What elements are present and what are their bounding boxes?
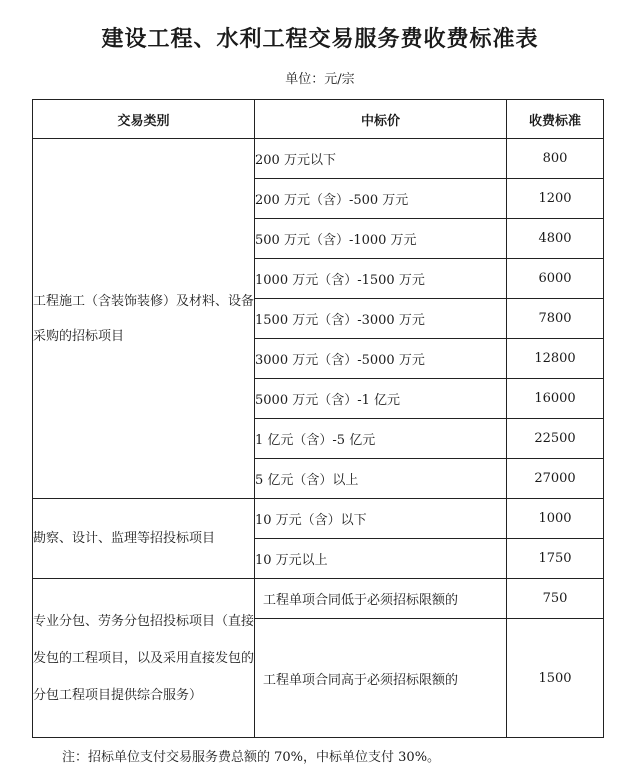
fee-table — [32, 99, 604, 738]
table-row — [33, 139, 604, 179]
fee-cell: 1000 — [507, 499, 604, 539]
unit-label: 单位：元/宗 — [285, 72, 355, 87]
fee-cell: 22500 — [507, 419, 604, 459]
table-row — [33, 579, 604, 619]
bid-cell: 工程单项合同低于必须招标限额的 — [255, 579, 507, 619]
bid-cell: 5000 万元（含）-1 亿元 — [255, 379, 507, 419]
bid-cell: 10 万元（含）以下 — [255, 499, 507, 539]
bid-cell: 10 万元以上 — [255, 539, 507, 579]
fee-cell: 7800 — [507, 299, 604, 339]
fee-cell: 1750 — [507, 539, 604, 579]
category-cell: 勘察、设计、监理等招投标项目 — [33, 499, 255, 579]
fee-cell: 4800 — [507, 219, 604, 259]
page-title: 建设工程、水利工程交易服务费收费标准表 — [101, 26, 539, 52]
bid-cell: 5 亿元（含）以上 — [255, 459, 507, 499]
category-cell: 工程施工（含装饰装修）及材料、设备采购的招标项目 — [33, 139, 255, 499]
fee-cell: 1200 — [507, 179, 604, 219]
category-cell: 专业分包、劳务分包招投标项目（直接发包的工程项目，以及采用直接发包的分包工程项目提供综合服务） — [33, 579, 255, 738]
table-row — [33, 499, 604, 539]
bid-cell: 1000 万元（含）-1500 万元 — [255, 259, 507, 299]
bid-cell: 200 万元（含）-500 万元 — [255, 179, 507, 219]
bid-cell: 500 万元（含）-1000 万元 — [255, 219, 507, 259]
fee-cell: 750 — [507, 579, 604, 619]
bid-cell: 工程单项合同高于必须招标限额的 — [255, 619, 507, 738]
fee-cell: 12800 — [507, 339, 604, 379]
bid-cell: 1 亿元（含）-5 亿元 — [255, 419, 507, 459]
fee-cell: 6000 — [507, 259, 604, 299]
bid-cell: 200 万元以下 — [255, 139, 507, 179]
footnote: 注：招标单位支付交易服务费总额的 70%，中标单位支付 30%。 — [62, 750, 441, 765]
bid-cell: 1500 万元（含）-3000 万元 — [255, 299, 507, 339]
header-category: 交易类别 — [33, 100, 255, 139]
fee-cell: 16000 — [507, 379, 604, 419]
header-row — [33, 100, 604, 139]
bid-cell: 3000 万元（含）-5000 万元 — [255, 339, 507, 379]
header-bid-price: 中标价 — [255, 100, 507, 139]
fee-cell: 27000 — [507, 459, 604, 499]
header-fee: 收费标准 — [507, 100, 604, 139]
fee-cell: 800 — [507, 139, 604, 179]
fee-cell: 1500 — [507, 619, 604, 738]
